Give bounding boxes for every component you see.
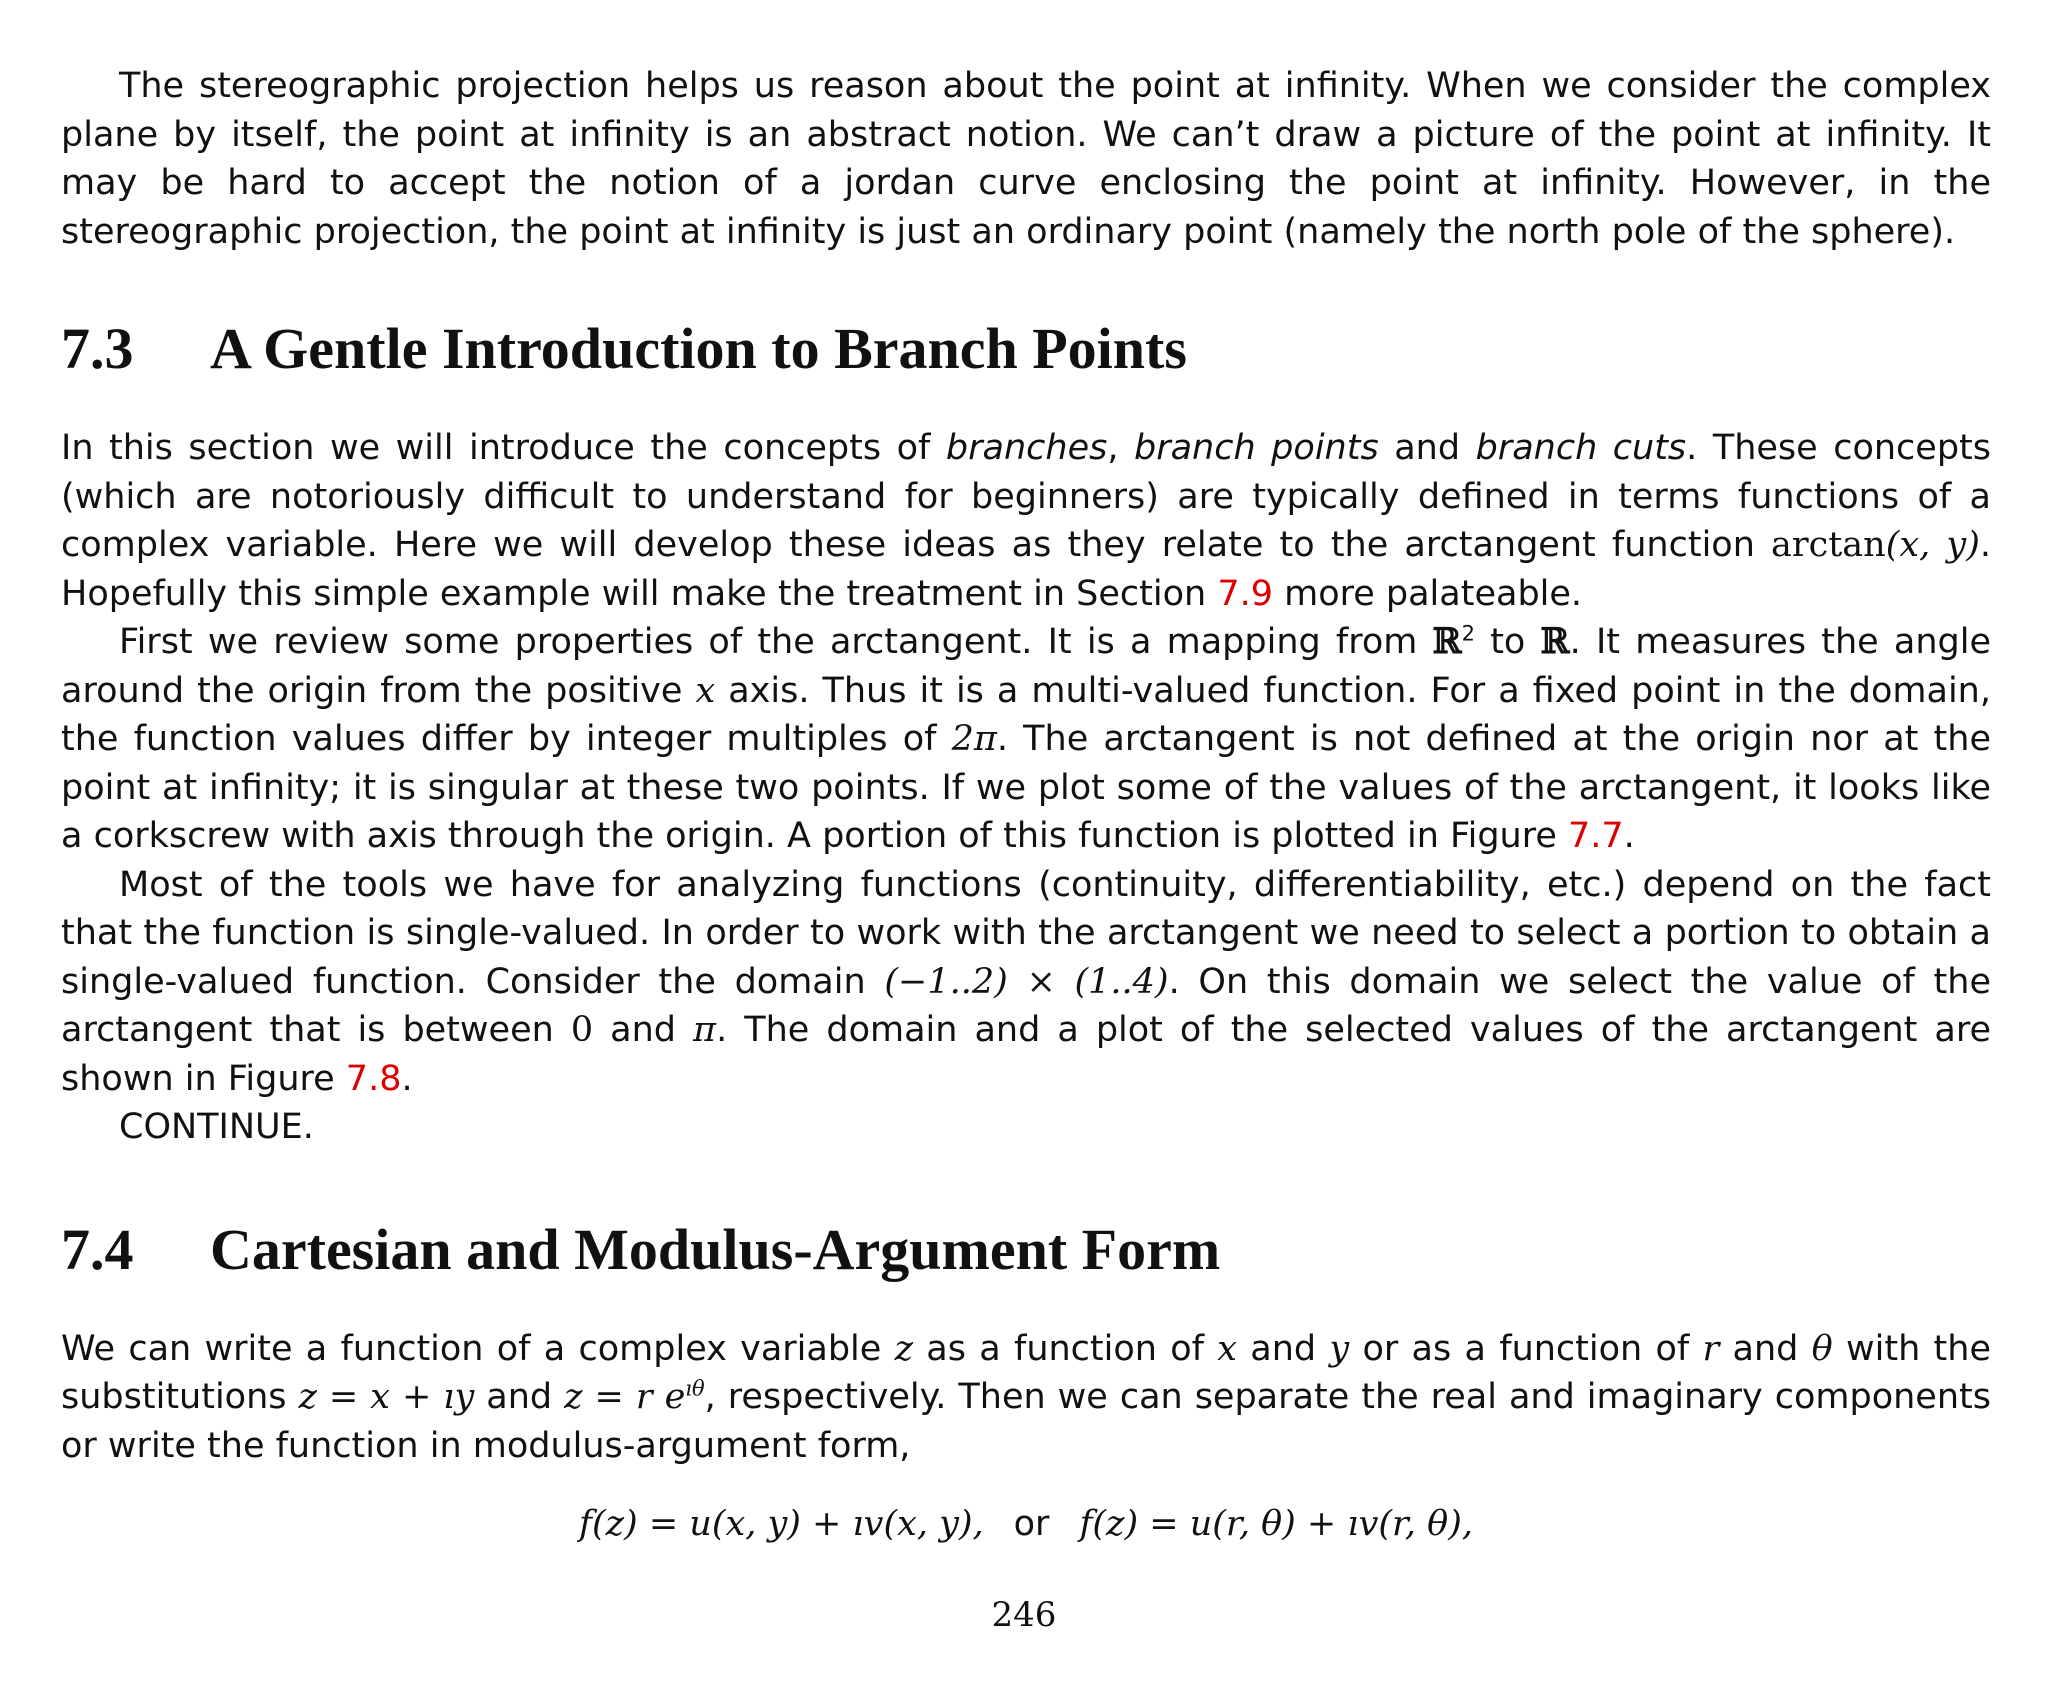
math-two-pi: 2π (951, 719, 997, 759)
page-body (61, 62, 1991, 1549)
math-r: r (1702, 1328, 1720, 1369)
math-reals: ℝ (1432, 621, 1462, 662)
display-equation (61, 1500, 1991, 1549)
paragraph-cartesian-form: We can write a function of a complex variable z as a function of x and y or as a function of r and θ with the substitutions z = x + ıy and z = r $e^{ı\theta}$, respectively. Then we can separate the real and imaginary components or write the function in modulus-argument form, (61, 1328, 1991, 1466)
section-number: 7.3 (61, 316, 134, 381)
math-arctan-args: (x, y) (1885, 525, 1980, 565)
math-x: x (695, 670, 716, 711)
paragraph-continue: CONTINUE. (119, 1107, 314, 1147)
paragraph-arctangent-properties: First we review some properties of the arctangent. It is a mapping from ℝ$^2$ to ℝ. It measures the angle around the origin from the positive x axis. Thus it is a multi-valued function. For a fixed point in the domain, the function values differ by integer multiples of 2π. The arctangent is not defined at the origin nor at the point at infinity; it is singular at these two points. If we plot some of the values of the arctangent, it looks like a corkscrew with axis through the origin. A portion of this function is plotted in Figure 7.7. (61, 621, 1991, 856)
math-x: x (1217, 1328, 1238, 1369)
section-title: A Gentle Introduction to Branch Points (210, 316, 1187, 381)
page-number: 246 (991, 1595, 1057, 1635)
equation-polar: f(z) = u(r, θ) + ıv(r, θ), (1079, 1504, 1473, 1544)
section-title: Cartesian and Modulus-Argument Form (210, 1216, 1221, 1282)
math-zero: 0 (570, 1010, 594, 1050)
math-reals: ℝ (1540, 621, 1570, 662)
math-pi: π (693, 1010, 717, 1050)
paragraph-single-valued: Most of the tools we have for analyzing functions (continuity, differentiability, etc.) depend on the fact that the function is single-valued. In order to work with the arctangent we need to select a portion to obtain a single-valued function. Consider the domain (−1..2) × (1..4). On this domain we select the value of the arctangent that is between 0 and π. The domain and a plot of the selected values of the arctangent are shown in Figure 7.8. (61, 864, 1991, 1099)
section-heading-7-3 (61, 314, 1991, 384)
term-branch-points: branch points (1134, 428, 1379, 468)
section-number: 7.4 (61, 1216, 134, 1282)
term-branch-cuts: branch cuts (1475, 428, 1687, 468)
math-z: z (894, 1328, 914, 1369)
math-substitution-cartesian: z = x + ıy (298, 1377, 475, 1417)
intro-paragraph: The stereographic projection helps us reason about the point at infinity. When we consider the complex plane by itself, the point at infinity is an abstract notion. We can’t draw a picture of the point at infinity. It may be hard to accept the notion of a jordan curve enclosing the point at infinity. However, in the stereographic projection, the point at infinity is just an ordinary point (namely the north pole of the sphere). (61, 66, 1991, 252)
math-theta: θ (1811, 1328, 1833, 1369)
math-substitution-polar: z = r e (564, 1377, 686, 1417)
section-heading-7-4 (61, 1215, 1991, 1285)
section-reference-link[interactable]: 7.9 (1217, 573, 1273, 614)
figure-reference-link[interactable]: 7.8 (345, 1058, 402, 1099)
math-y: y (1329, 1328, 1350, 1369)
term-branches: branches (945, 428, 1108, 468)
math-arctan: arctan (1771, 525, 1886, 565)
equation-cartesian: f(z) = u(x, y) + ıv(x, y), (579, 1504, 984, 1544)
math-domain: (−1..2) × (1..4) (884, 961, 1169, 1002)
equation-or: or (1013, 1504, 1050, 1544)
paragraph-branch-intro: In this section we will introduce the concepts of branches, branch points and branch cuts. These concepts (which are notoriously difficult to understand for beginners) are typically defined in terms functions of a complex variable. Here we will develop these ideas as they relate to the arctangent function arctan(x, y). Hopefully this simple example will make the treatment in Section 7.9 more palateable. (61, 428, 1991, 614)
figure-reference-link[interactable]: 7.7 (1568, 816, 1624, 856)
